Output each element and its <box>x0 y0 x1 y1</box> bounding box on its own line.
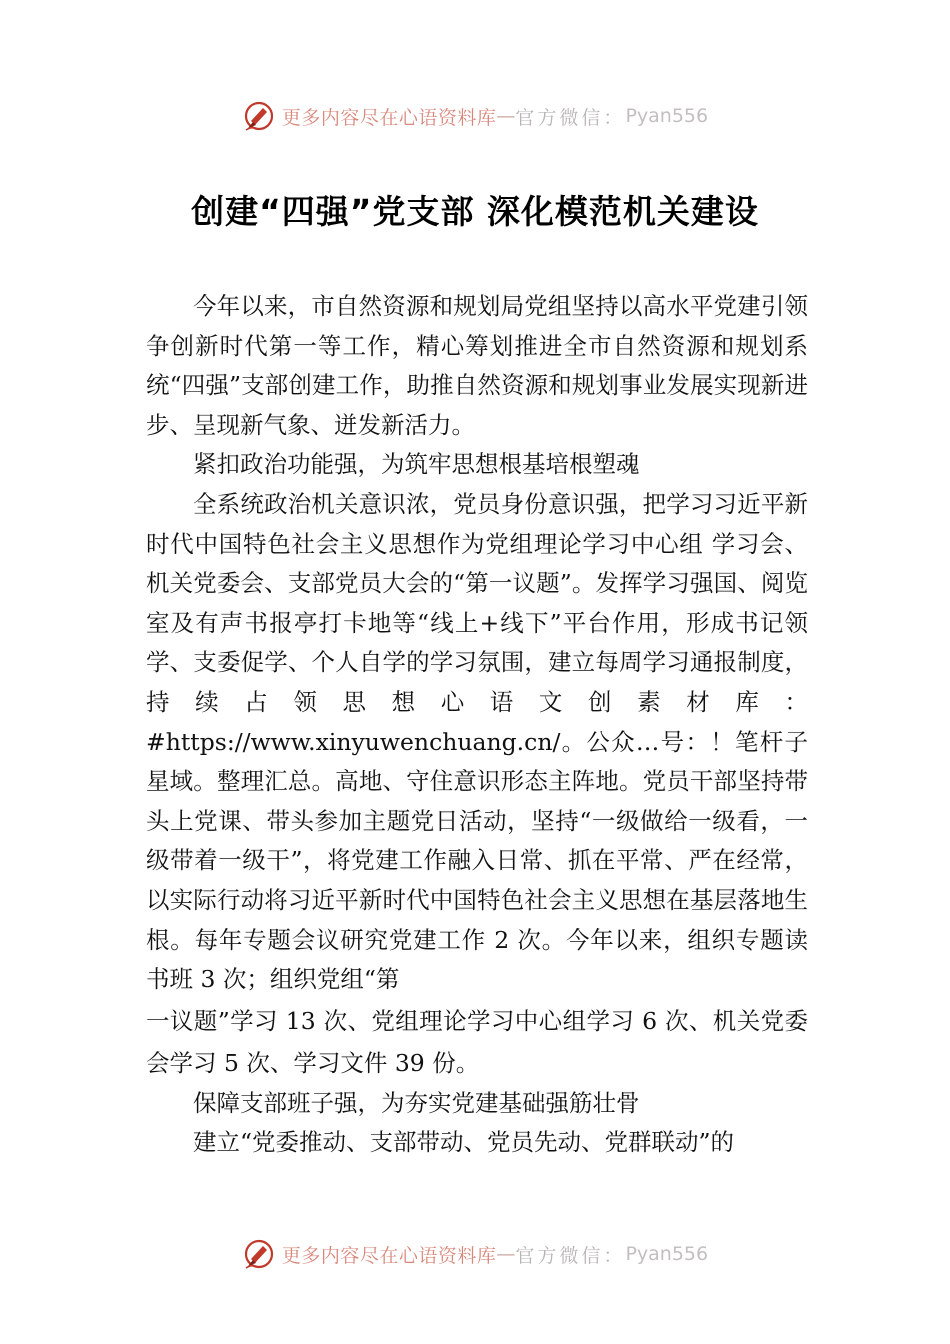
paragraph-leadership: 建立“党委推动、支部带动、党员先动、党群联动”的 <box>193 1128 735 1157</box>
banner-library-text: 更多内容尽在心语资料库 <box>281 106 497 129</box>
document-body <box>146 287 808 1163</box>
paragraph-intro: 今年以来，市自然资源和规划局党组坚持以高水平党建引领争创新时代第一等工作，精心筹划推进全市自然资源和规划系统“四强”支部创建工作，助推自然资源和规划事业发展实现新进步、呈现新气象、迸发新活力。 <box>146 292 808 439</box>
banner-library-text: 更多内容尽在心语资料库 <box>281 1244 497 1267</box>
banner-wechat-id: Pyan556 <box>625 105 709 127</box>
pen-logo-icon <box>242 1237 276 1271</box>
banner-wechat-id: Pyan556 <box>625 1243 709 1265</box>
pen-logo-icon <box>242 99 276 133</box>
banner-dash: — <box>496 1243 516 1265</box>
banner-dash: — <box>496 105 516 127</box>
paragraph-political: 全系统政治机关意识浓，党员身份意识强，把学习习近平新时代中国特色社会主义思想作为党组理论学习中心组 学习会、机关党委会、支部党员大会的“第一议题”。发挥学习强国、阅览室及有声书报亭打卡地等“线上+线下”平台作用，形成书记领学、支委促学、个人自学的学习氛围，建立每周学习通报制度，持续占领思想心语文创素材库：#https://www.xinyuwenchuang.cn/。公众…号：！笔杆子星域。整理汇总。高地、守住意识形态主阵地。党员干部坚持带头上党课、带头参加主题党日活动，坚持“一级做给一级看，一级带着一级干”，将党建工作融入日常、抓在平常、严在经常，以实际行动将习近平新时代中国特色社会主义思想在基层落地生根。每年专题会议研究党建工作 2 次。今年以来，组织专题读书班 3 次；组织党组“第 <box>146 489 808 994</box>
banner-wechat-label: 官方微信： <box>515 1244 626 1267</box>
paragraph-political-continued: 一议题”学习 13 次、党组理论学习中心组学习 6 次、机关党委会学习 5 次、学习文件 39 份。 <box>146 1006 808 1077</box>
banner-wechat-label: 官方微信： <box>515 106 626 129</box>
section-heading-leadership: 保障支部班子强，为夯实党建基础强筋壮骨 <box>193 1088 640 1117</box>
section-heading-political: 紧扣政治功能强，为筑牢思想根基培根塑魂 <box>193 450 640 479</box>
footer-watermark-banner <box>0 1234 950 1274</box>
document-title: 创建“四强”党支部 深化模范机关建设 <box>191 192 759 231</box>
header-watermark-banner <box>0 96 950 136</box>
